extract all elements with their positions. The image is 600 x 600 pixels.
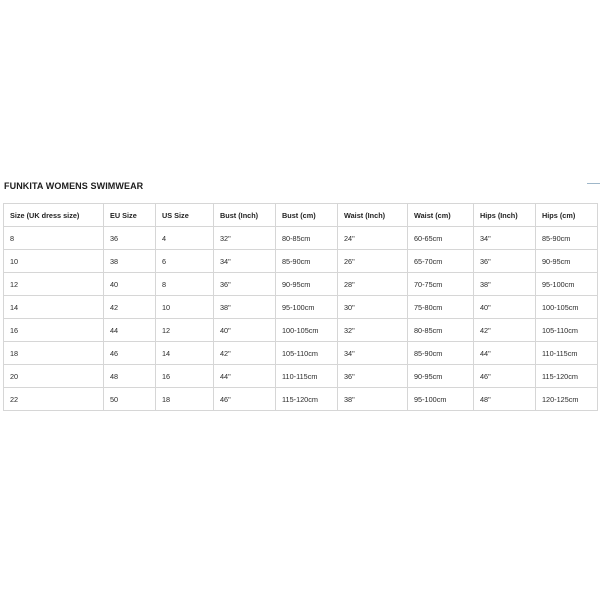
table-cell: 32" xyxy=(214,227,276,250)
table-cell: 70-75cm xyxy=(408,273,474,296)
header-bust-cm: Bust (cm) xyxy=(276,204,338,227)
edge-divider xyxy=(587,183,600,184)
table-cell: 46 xyxy=(104,342,156,365)
table-cell: 8 xyxy=(156,273,214,296)
table-cell: 38" xyxy=(214,296,276,319)
table-cell: 110-115cm xyxy=(536,342,598,365)
table-cell: 14 xyxy=(4,296,104,319)
table-cell: 36 xyxy=(104,227,156,250)
table-cell: 105-110cm xyxy=(276,342,338,365)
table-cell: 42 xyxy=(104,296,156,319)
header-eu-size: EU Size xyxy=(104,204,156,227)
table-cell: 38" xyxy=(474,273,536,296)
table-row xyxy=(4,227,598,250)
table-cell: 42" xyxy=(474,319,536,342)
table-row xyxy=(4,342,598,365)
table-cell: 36" xyxy=(338,365,408,388)
table-cell: 105-110cm xyxy=(536,319,598,342)
header-us-size: US Size xyxy=(156,204,214,227)
table-row xyxy=(4,388,598,411)
table-cell: 20 xyxy=(4,365,104,388)
table-cell: 80-85cm xyxy=(276,227,338,250)
table-cell: 80-85cm xyxy=(408,319,474,342)
table-cell: 4 xyxy=(156,227,214,250)
table-cell: 95-100cm xyxy=(276,296,338,319)
table-cell: 95-100cm xyxy=(536,273,598,296)
table-cell: 100-105cm xyxy=(536,296,598,319)
header-waist-inch: Waist (Inch) xyxy=(338,204,408,227)
table-cell: 10 xyxy=(4,250,104,273)
table-cell: 120-125cm xyxy=(536,388,598,411)
table-cell: 48" xyxy=(474,388,536,411)
table-cell: 48 xyxy=(104,365,156,388)
table-cell: 32" xyxy=(338,319,408,342)
table-cell: 26" xyxy=(338,250,408,273)
table-cell: 36" xyxy=(474,250,536,273)
table-cell: 36" xyxy=(214,273,276,296)
header-hips-inch: Hips (Inch) xyxy=(474,204,536,227)
table-cell: 12 xyxy=(156,319,214,342)
size-chart-title: FUNKITA WOMENS SWIMWEAR xyxy=(4,181,144,191)
table-cell: 38 xyxy=(104,250,156,273)
table-cell: 30" xyxy=(338,296,408,319)
table-cell: 90-95cm xyxy=(536,250,598,273)
table-cell: 38" xyxy=(338,388,408,411)
table-cell: 14 xyxy=(156,342,214,365)
table-cell: 40" xyxy=(214,319,276,342)
table-cell: 100-105cm xyxy=(276,319,338,342)
table-cell: 90-95cm xyxy=(276,273,338,296)
table-cell: 40" xyxy=(474,296,536,319)
table-cell: 16 xyxy=(4,319,104,342)
table-cell: 95-100cm xyxy=(408,388,474,411)
table-cell: 6 xyxy=(156,250,214,273)
table-cell: 34" xyxy=(474,227,536,250)
table-cell: 22 xyxy=(4,388,104,411)
table-cell: 34" xyxy=(338,342,408,365)
size-chart-table xyxy=(3,203,598,411)
table-row xyxy=(4,319,598,342)
table-cell: 85-90cm xyxy=(408,342,474,365)
table-cell: 50 xyxy=(104,388,156,411)
table-cell: 85-90cm xyxy=(536,227,598,250)
table-cell: 110-115cm xyxy=(276,365,338,388)
table-cell: 42" xyxy=(214,342,276,365)
table-cell: 18 xyxy=(156,388,214,411)
table-row xyxy=(4,273,598,296)
table-cell: 90-95cm xyxy=(408,365,474,388)
table-cell: 44" xyxy=(214,365,276,388)
table-cell: 115-120cm xyxy=(536,365,598,388)
table-cell: 12 xyxy=(4,273,104,296)
table-cell: 8 xyxy=(4,227,104,250)
table-cell: 40 xyxy=(104,273,156,296)
table-cell: 24" xyxy=(338,227,408,250)
table-cell: 75-80cm xyxy=(408,296,474,319)
table-cell: 18 xyxy=(4,342,104,365)
table-cell: 28" xyxy=(338,273,408,296)
table-cell: 34" xyxy=(214,250,276,273)
table-cell: 115-120cm xyxy=(276,388,338,411)
table-cell: 65-70cm xyxy=(408,250,474,273)
table-cell: 60-65cm xyxy=(408,227,474,250)
header-uk-size: Size (UK dress size) xyxy=(4,204,104,227)
header-hips-cm: Hips (cm) xyxy=(536,204,598,227)
header-waist-cm: Waist (cm) xyxy=(408,204,474,227)
table-header-row xyxy=(4,204,598,227)
header-bust-inch: Bust (Inch) xyxy=(214,204,276,227)
table-row xyxy=(4,250,598,273)
table-row xyxy=(4,365,598,388)
table-cell: 46" xyxy=(474,365,536,388)
table-cell: 16 xyxy=(156,365,214,388)
table-cell: 10 xyxy=(156,296,214,319)
table-cell: 44" xyxy=(474,342,536,365)
table-row xyxy=(4,296,598,319)
table-cell: 44 xyxy=(104,319,156,342)
table-cell: 46" xyxy=(214,388,276,411)
table-cell: 85-90cm xyxy=(276,250,338,273)
